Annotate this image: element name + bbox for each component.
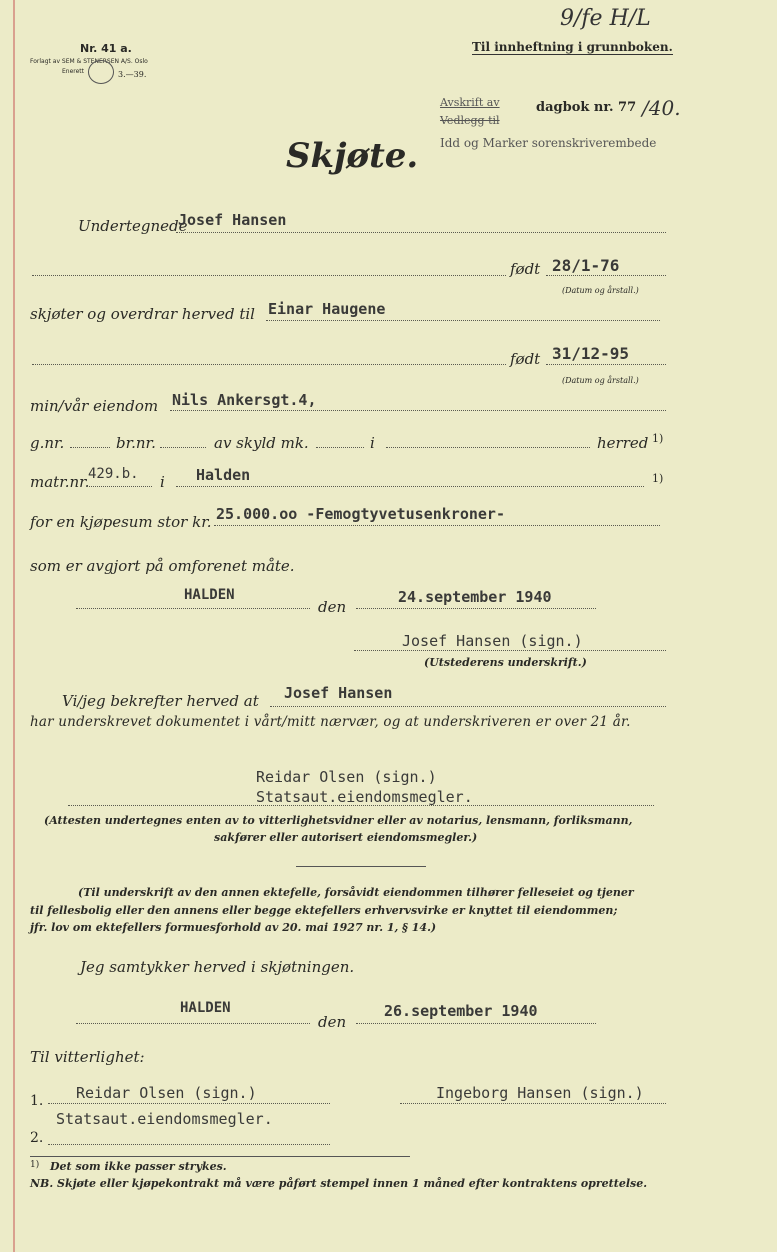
buyer-name: Einar Haugene [268, 300, 386, 318]
seller-born-label: født [510, 260, 541, 278]
sign1-place: HALDEN [184, 587, 235, 603]
property-line [170, 410, 666, 411]
date-code: 3.—39. [118, 70, 147, 79]
matr-place-line [176, 486, 644, 487]
price-label: for en kjøpesum stor kr. [30, 513, 212, 531]
attest-w2-line [48, 1144, 330, 1145]
spouse-sig-line [400, 1103, 666, 1104]
skyld-label: av skyld mk. [214, 434, 309, 452]
attest-w1-title: Statsaut.eiendomsmegler. [56, 1110, 273, 1128]
sign1-date-line [356, 608, 596, 609]
stamp-line1: Avskrift av [440, 96, 500, 109]
witness-sig-line [68, 805, 654, 806]
matr-place: Halden [196, 466, 251, 484]
sign1-place-line [76, 608, 310, 609]
spouse-signature: Ingeborg Hansen (sign.) [436, 1084, 644, 1102]
herred-line [386, 447, 590, 448]
witness-note1: (Attesten undertegnes enten av to vitterlighetsvidner eller av notarius, lensmann, forliksmann, [44, 814, 633, 827]
sign2-date-line [356, 1023, 596, 1024]
buyer-born-label: født [510, 350, 541, 368]
seller-label: Undertegnede [78, 217, 188, 235]
publisher-logo [88, 60, 114, 84]
i-label: i [370, 434, 375, 452]
handwritten-ref: 9/fe H/L [560, 6, 651, 31]
buyer-line2 [32, 364, 506, 365]
witness-name: Josef Hansen [284, 684, 393, 702]
buyer-born-line [546, 364, 666, 365]
spouse-note1: (Til underskrift av den annen ektefelle, forsåvidt eiendommen tilhører felleseiet og tjener [78, 886, 634, 899]
spouse-note3: jfr. lov om ektefellers formuesforhold av 20. mai 1927 nr. 1, § 14.) [30, 921, 437, 934]
witness-note2: sakfører eller autorisert eiendomsmegler.) [214, 831, 478, 844]
matr-line [86, 486, 152, 487]
property-label: min/vår eiendom [30, 397, 159, 415]
witness-sig-title: Statsaut.eiendomsmegler. [256, 788, 473, 806]
brnr-label: br.nr. [116, 434, 156, 452]
witness-label: Vi/jeg bekrefter herved at [62, 692, 259, 710]
footer-fn-mark: 1) [30, 1160, 40, 1170]
attest-w1-name: Reidar Olsen (sign.) [76, 1084, 257, 1102]
matr-footnote-mark: 1) [652, 472, 664, 485]
form-number: Nr. 41 a. [80, 42, 132, 55]
sign2-place: HALDEN [180, 1000, 231, 1016]
margin-line [13, 0, 15, 1252]
matr-i: i [160, 473, 165, 491]
attest-num2: 2. [30, 1130, 44, 1146]
stamp-number: /40. [642, 96, 681, 120]
matr-value: 429.b. [88, 466, 139, 482]
gnr-line [70, 447, 110, 448]
witness-line [270, 706, 666, 707]
buyer-born: 31/12-95 [552, 344, 630, 363]
brnr-line [160, 447, 206, 448]
rights: Enerett [62, 68, 85, 75]
seller-name: Josef Hansen [178, 211, 287, 229]
seller-line [176, 232, 666, 233]
sign1-signature-line [354, 650, 666, 651]
footer-fn2: NB. Skjøte eller kjøpekontrakt må være påført stempel innen 1 måned efter kontraktens oprettelse. [30, 1177, 648, 1190]
seller-born-line [546, 275, 666, 276]
price-value: 25.000.oo -Femogtyvetusenkroner- [216, 505, 505, 523]
spouse-note2: til fellesbolig eller den annens eller begge ektefellers erhvervsvirke er knyttet til eiendommen; [30, 904, 618, 917]
stamp-dagbok: dagbok nr. 77 [536, 100, 637, 115]
publisher: Forlagt av SEM & STENERSEN A/S. Oslo [30, 58, 148, 65]
sign2-den: den [318, 1013, 347, 1031]
seller-date-note: (Datum og årstall.) [562, 286, 639, 295]
herred-footnote-mark: 1) [652, 432, 664, 445]
sign1-date: 24.september 1940 [398, 588, 552, 606]
buyer-date-note: (Datum og årstall.) [562, 376, 639, 385]
gnr-label: g.nr. [30, 434, 65, 452]
buyer-line [266, 320, 660, 321]
sign1-den: den [318, 598, 347, 616]
attest-w1-line [48, 1103, 330, 1104]
sign2-place-line [76, 1023, 310, 1024]
divider [296, 866, 426, 867]
matr-label: matr.nr. [30, 473, 90, 491]
witness-statement: har underskrevet dokumentet i vårt/mitt nærvær, og at underskriveren er over 21 år. [30, 714, 631, 730]
document-title: Skjøte. [286, 136, 419, 176]
settled-text: som er avgjort på omforenet måte. [30, 557, 295, 575]
stamp-line2: Vedlegg til [440, 114, 500, 127]
witness-sig-name: Reidar Olsen (sign.) [256, 768, 437, 786]
filing-note: Til innheftning i grunnboken. [472, 40, 673, 54]
footer-fn1: Det som ikke passer strykes. [50, 1160, 227, 1173]
skyld-line [316, 447, 364, 448]
sign1-caption: (Utstederens underskrift.) [424, 656, 587, 669]
seller-born: 28/1-76 [552, 256, 620, 275]
property-value: Nils Ankersgt.4, [172, 391, 317, 409]
herred-label: herred [597, 434, 649, 452]
buyer-label: skjøter og overdrar herved til [30, 305, 255, 323]
attest-label: Til vitterlighet: [30, 1048, 145, 1066]
sign1-signature: Josef Hansen (sign.) [402, 632, 583, 650]
footer-rule [30, 1156, 410, 1157]
seller-line2 [32, 275, 506, 276]
spouse-consent: Jeg samtykker herved i skjøtningen. [80, 958, 355, 976]
price-line [214, 525, 660, 526]
attest-num1: 1. [30, 1093, 44, 1109]
stamp-line3: Idd og Marker sorenskriverembede [440, 136, 657, 150]
sign2-date: 26.september 1940 [384, 1002, 538, 1020]
